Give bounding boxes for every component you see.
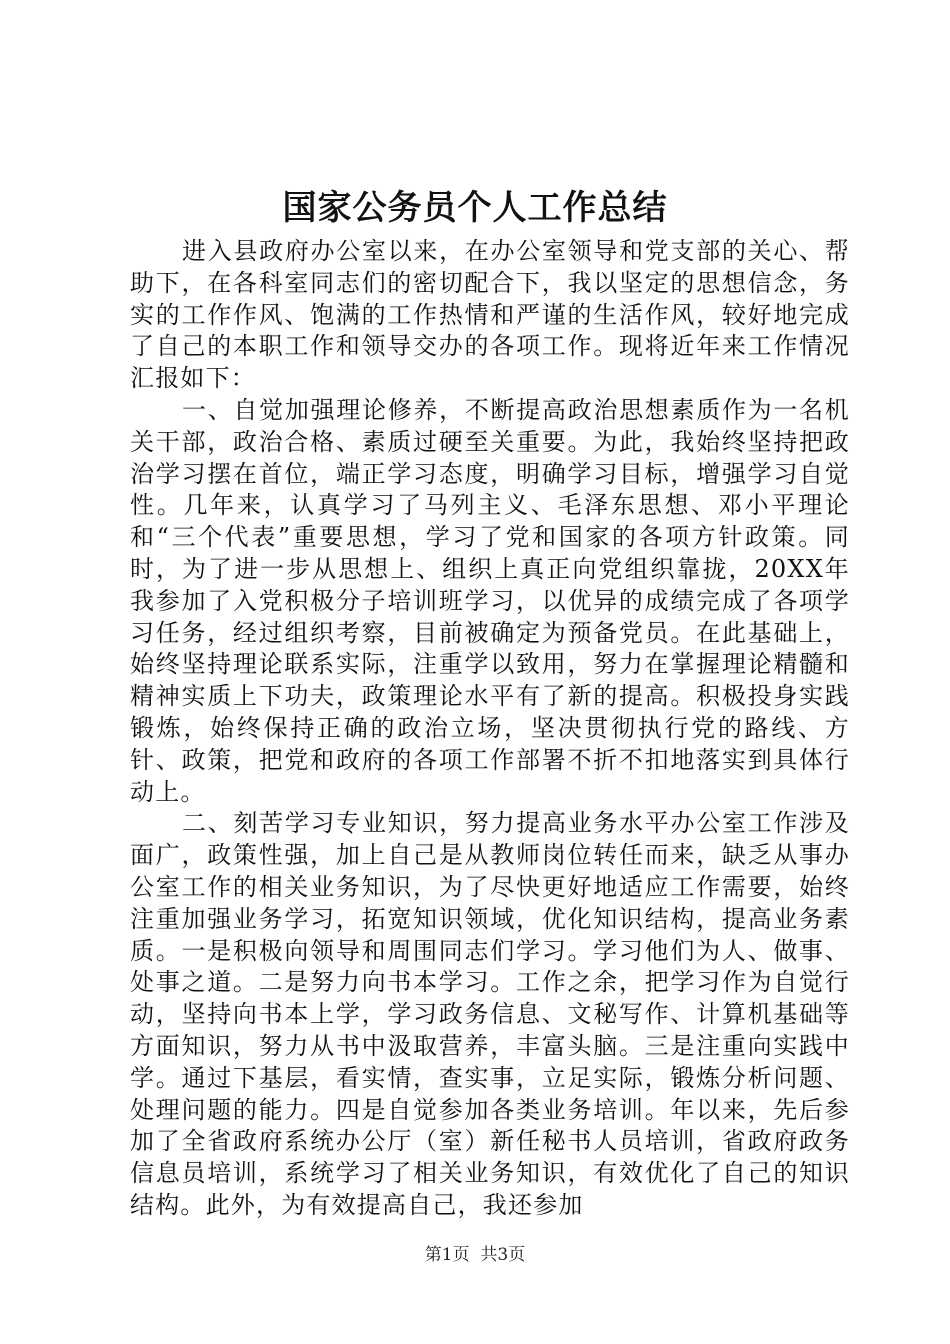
document-title: 国家公务员个人工作总结 xyxy=(282,188,668,228)
page-number-label: 第1页 共3页 xyxy=(424,1245,526,1265)
paragraph-section-2: 二、刻苦学习专业知识，努力提高业务水平办公室工作涉及面广，政策性强，加上自己是从教师岗位转任而来，缺乏从事办公室工作的相关业务知识，为了尽快更好地适应工作需要，始终注重加强业务学习，拓宽知识领域，优化知识结构，提高业务素质。一是积极向领导和周围同志们学习。学习他们为人、做事、处事之道。二是努力向书本学习。工作之余，把学习作为自觉行动，坚持向书本上学，学习政务信息、文秘写作、计算机基础等方面知识，努力从书中汲取营养，丰富头脑。三是注重向实践中学。通过下基层，看实情，查实事，立足实际，锻炼分析问题、处理问题的能力。四是自觉参加各类业务培训。年以来，先后参加了全省政府系统办公厅（室）新任秘书人员培训，省政府政务信息员培训，系统学习了相关业务知识，有效优化了自己的知识结构。此外，为有效提高自己，我还参加 xyxy=(130,809,850,1219)
paragraph-section-1: 一、自觉加强理论修养，不断提高政治思想素质作为一名机关干部，政治合格、素质过硬至关重要。为此，我始终坚持把政治学习摆在首位，端正学习态度，明确学习目标，增强学习自觉性。几年来，认真学习了马列主义、毛泽东思想、邓小平理论和“三个代表”重要思想，学习了党和国家的各项方针政策。同时，为了进一步从思想上、组织上真正向党组织靠拢，20XX年我参加了入党积极分子培训班学习，以优异的成绩完成了各项学习任务，经过组织考察，目前被确定为预备党员。在此基础上，始终坚持理论联系实际，注重学以致用，努力在掌握理论精髓和精神实质上下功夫，政策理论水平有了新的提高。积极投身实践锻炼，始终保持正确的政治立场，坚决贯彻执行党的路线、方针、政策，把党和政府的各项工作部署不折不扣地落实到具体行动上。 xyxy=(130,395,850,806)
paragraph-intro: 进入县政府办公室以来，在办公室领导和党支部的关心、帮助下，在各科室同志们的密切配合下，我以坚定的思想信念，务实的工作作风、饱满的工作热情和严谨的生活作风，较好地完成了自己的本职工作和领导交办的各项工作。现将近年来工作情况汇报如下： xyxy=(130,237,850,393)
document-body xyxy=(130,236,850,1222)
page-footer xyxy=(0,1244,950,1266)
